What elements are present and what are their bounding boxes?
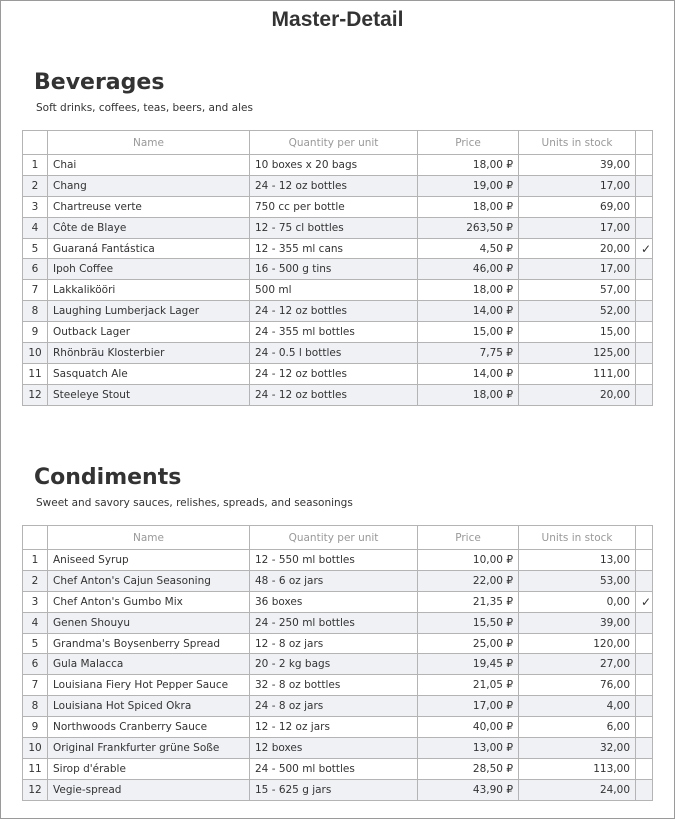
unit-price: 40,00 ₽ [418, 717, 519, 738]
product-name: Lakkalikööri [48, 280, 250, 301]
table-header-row [23, 526, 653, 550]
units-in-stock: 39,00 [519, 612, 636, 633]
row-number: 9 [23, 322, 48, 343]
category-description: Soft drinks, coffees, teas, beers, and ales [36, 102, 253, 114]
discontinued-check-icon [636, 175, 653, 196]
row-number: 3 [23, 591, 48, 612]
table-row [23, 343, 653, 364]
unit-price: 10,00 ₽ [418, 550, 519, 571]
quantity-per-unit: 24 - 8 oz jars [250, 696, 418, 717]
discontinued-check-icon [636, 384, 653, 405]
units-in-stock: 69,00 [519, 196, 636, 217]
quantity-per-unit: 12 - 550 ml bottles [250, 550, 418, 571]
units-in-stock: 4,00 [519, 696, 636, 717]
header-stock: Units in stock [519, 131, 636, 155]
row-number: 3 [23, 196, 48, 217]
units-in-stock: 20,00 [519, 238, 636, 259]
row-number: 1 [23, 550, 48, 571]
table-row [23, 384, 653, 405]
units-in-stock: 6,00 [519, 717, 636, 738]
unit-price: 46,00 ₽ [418, 259, 519, 280]
discontinued-check-icon [636, 196, 653, 217]
header-quantity: Quantity per unit [250, 526, 418, 550]
header-check [636, 526, 653, 550]
quantity-per-unit: 500 ml [250, 280, 418, 301]
table-row [23, 259, 653, 280]
product-name: Grandma's Boysenberry Spread [48, 633, 250, 654]
product-name: Aniseed Syrup [48, 550, 250, 571]
unit-price: 18,00 ₽ [418, 280, 519, 301]
header-price: Price [418, 526, 519, 550]
quantity-per-unit: 24 - 12 oz bottles [250, 363, 418, 384]
unit-price: 21,35 ₽ [418, 591, 519, 612]
header-name: Name [48, 526, 250, 550]
product-name: Original Frankfurter grüne Soße [48, 738, 250, 759]
units-in-stock: 0,00 [519, 591, 636, 612]
product-name: Gula Malacca [48, 654, 250, 675]
table-row [23, 280, 653, 301]
row-number: 2 [23, 175, 48, 196]
unit-price: 19,00 ₽ [418, 175, 519, 196]
product-name: Guaraná Fantástica [48, 238, 250, 259]
table-row [23, 779, 653, 800]
unit-price: 18,00 ₽ [418, 384, 519, 405]
quantity-per-unit: 12 - 8 oz jars [250, 633, 418, 654]
quantity-per-unit: 24 - 250 ml bottles [250, 612, 418, 633]
category-title: Condiments [34, 465, 182, 490]
units-in-stock: 125,00 [519, 343, 636, 364]
product-name: Sasquatch Ale [48, 363, 250, 384]
table-body [23, 155, 653, 406]
quantity-per-unit: 24 - 500 ml bottles [250, 758, 418, 779]
row-number: 1 [23, 155, 48, 176]
quantity-per-unit: 12 - 75 cl bottles [250, 217, 418, 238]
row-number: 8 [23, 301, 48, 322]
row-number: 11 [23, 363, 48, 384]
table-row [23, 217, 653, 238]
discontinued-check-icon: ✓ [636, 238, 653, 259]
header-index [23, 526, 48, 550]
unit-price: 15,50 ₽ [418, 612, 519, 633]
row-number: 6 [23, 654, 48, 675]
product-name: Rhönbräu Klosterbier [48, 343, 250, 364]
unit-price: 7,75 ₽ [418, 343, 519, 364]
header-name: Name [48, 131, 250, 155]
header-price: Price [418, 131, 519, 155]
table-row [23, 238, 653, 259]
discontinued-check-icon [636, 654, 653, 675]
units-in-stock: 27,00 [519, 654, 636, 675]
unit-price: 15,00 ₽ [418, 322, 519, 343]
discontinued-check-icon [636, 738, 653, 759]
row-number: 7 [23, 280, 48, 301]
discontinued-check-icon [636, 675, 653, 696]
products-table [22, 130, 653, 406]
discontinued-check-icon [636, 280, 653, 301]
product-name: Chef Anton's Gumbo Mix [48, 591, 250, 612]
row-number: 11 [23, 758, 48, 779]
quantity-per-unit: 48 - 6 oz jars [250, 570, 418, 591]
discontinued-check-icon [636, 301, 653, 322]
quantity-per-unit: 24 - 12 oz bottles [250, 175, 418, 196]
product-name: Genen Shouyu [48, 612, 250, 633]
unit-price: 28,50 ₽ [418, 758, 519, 779]
table-row [23, 175, 653, 196]
row-number: 6 [23, 259, 48, 280]
unit-price: 21,05 ₽ [418, 675, 519, 696]
row-number: 5 [23, 238, 48, 259]
table-row [23, 758, 653, 779]
unit-price: 17,00 ₽ [418, 696, 519, 717]
product-name: Ipoh Coffee [48, 259, 250, 280]
quantity-per-unit: 12 boxes [250, 738, 418, 759]
quantity-per-unit: 15 - 625 g jars [250, 779, 418, 800]
units-in-stock: 120,00 [519, 633, 636, 654]
row-number: 7 [23, 675, 48, 696]
quantity-per-unit: 750 cc per bottle [250, 196, 418, 217]
units-in-stock: 57,00 [519, 280, 636, 301]
row-number: 10 [23, 738, 48, 759]
product-name: Steeleye Stout [48, 384, 250, 405]
discontinued-check-icon [636, 758, 653, 779]
discontinued-check-icon [636, 217, 653, 238]
discontinued-check-icon [636, 612, 653, 633]
quantity-per-unit: 24 - 12 oz bottles [250, 384, 418, 405]
discontinued-check-icon [636, 633, 653, 654]
unit-price: 22,00 ₽ [418, 570, 519, 591]
table-row [23, 633, 653, 654]
discontinued-check-icon [636, 550, 653, 571]
discontinued-check-icon [636, 322, 653, 343]
table-row [23, 591, 653, 612]
discontinued-check-icon [636, 259, 653, 280]
header-check [636, 131, 653, 155]
header-stock: Units in stock [519, 526, 636, 550]
row-number: 4 [23, 217, 48, 238]
category-description: Sweet and savory sauces, relishes, spreads, and seasonings [36, 497, 353, 509]
quantity-per-unit: 32 - 8 oz bottles [250, 675, 418, 696]
units-in-stock: 13,00 [519, 550, 636, 571]
unit-price: 25,00 ₽ [418, 633, 519, 654]
unit-price: 18,00 ₽ [418, 155, 519, 176]
product-name: Sirop d'érable [48, 758, 250, 779]
quantity-per-unit: 12 - 12 oz jars [250, 717, 418, 738]
discontinued-check-icon [636, 155, 653, 176]
units-in-stock: 32,00 [519, 738, 636, 759]
unit-price: 14,00 ₽ [418, 301, 519, 322]
product-name: Laughing Lumberjack Lager [48, 301, 250, 322]
unit-price: 14,00 ₽ [418, 363, 519, 384]
unit-price: 19,45 ₽ [418, 654, 519, 675]
unit-price: 43,90 ₽ [418, 779, 519, 800]
row-number: 9 [23, 717, 48, 738]
product-name: Northwoods Cranberry Sauce [48, 717, 250, 738]
row-number: 4 [23, 612, 48, 633]
units-in-stock: 76,00 [519, 675, 636, 696]
quantity-per-unit: 20 - 2 kg bags [250, 654, 418, 675]
table-row [23, 322, 653, 343]
unit-price: 4,50 ₽ [418, 238, 519, 259]
units-in-stock: 15,00 [519, 322, 636, 343]
discontinued-check-icon [636, 570, 653, 591]
page-title: Master-Detail [271, 8, 404, 31]
row-number: 8 [23, 696, 48, 717]
row-number: 5 [23, 633, 48, 654]
table-row [23, 363, 653, 384]
quantity-per-unit: 16 - 500 g tins [250, 259, 418, 280]
quantity-per-unit: 24 - 12 oz bottles [250, 301, 418, 322]
table-row [23, 675, 653, 696]
row-number: 12 [23, 384, 48, 405]
table-row [23, 550, 653, 571]
units-in-stock: 20,00 [519, 384, 636, 405]
header-index [23, 131, 48, 155]
product-name: Chef Anton's Cajun Seasoning [48, 570, 250, 591]
quantity-per-unit: 10 boxes x 20 bags [250, 155, 418, 176]
table-header-row [23, 131, 653, 155]
product-name: Chartreuse verte [48, 196, 250, 217]
product-name: Outback Lager [48, 322, 250, 343]
products-table [22, 525, 653, 801]
quantity-per-unit: 24 - 0.5 l bottles [250, 343, 418, 364]
table-row [23, 717, 653, 738]
product-name: Vegie-spread [48, 779, 250, 800]
table-row [23, 196, 653, 217]
table-body [23, 550, 653, 801]
product-name: Louisiana Fiery Hot Pepper Sauce [48, 675, 250, 696]
quantity-per-unit: 12 - 355 ml cans [250, 238, 418, 259]
units-in-stock: 52,00 [519, 301, 636, 322]
units-in-stock: 53,00 [519, 570, 636, 591]
unit-price: 18,00 ₽ [418, 196, 519, 217]
row-number: 2 [23, 570, 48, 591]
table-row [23, 155, 653, 176]
quantity-per-unit: 36 boxes [250, 591, 418, 612]
discontinued-check-icon [636, 343, 653, 364]
quantity-per-unit: 24 - 355 ml bottles [250, 322, 418, 343]
category-title: Beverages [34, 70, 165, 95]
table-row [23, 654, 653, 675]
unit-price: 13,00 ₽ [418, 738, 519, 759]
product-name: Chang [48, 175, 250, 196]
table-row [23, 612, 653, 633]
discontinued-check-icon [636, 363, 653, 384]
units-in-stock: 111,00 [519, 363, 636, 384]
table-row [23, 738, 653, 759]
units-in-stock: 17,00 [519, 217, 636, 238]
row-number: 10 [23, 343, 48, 364]
product-name: Chai [48, 155, 250, 176]
row-number: 12 [23, 779, 48, 800]
product-name: Louisiana Hot Spiced Okra [48, 696, 250, 717]
header-quantity: Quantity per unit [250, 131, 418, 155]
product-name: Côte de Blaye [48, 217, 250, 238]
units-in-stock: 17,00 [519, 175, 636, 196]
discontinued-check-icon [636, 696, 653, 717]
units-in-stock: 113,00 [519, 758, 636, 779]
table-row [23, 696, 653, 717]
units-in-stock: 24,00 [519, 779, 636, 800]
table-row [23, 570, 653, 591]
discontinued-check-icon [636, 779, 653, 800]
units-in-stock: 39,00 [519, 155, 636, 176]
discontinued-check-icon [636, 717, 653, 738]
unit-price: 263,50 ₽ [418, 217, 519, 238]
discontinued-check-icon: ✓ [636, 591, 653, 612]
table-row [23, 301, 653, 322]
units-in-stock: 17,00 [519, 259, 636, 280]
